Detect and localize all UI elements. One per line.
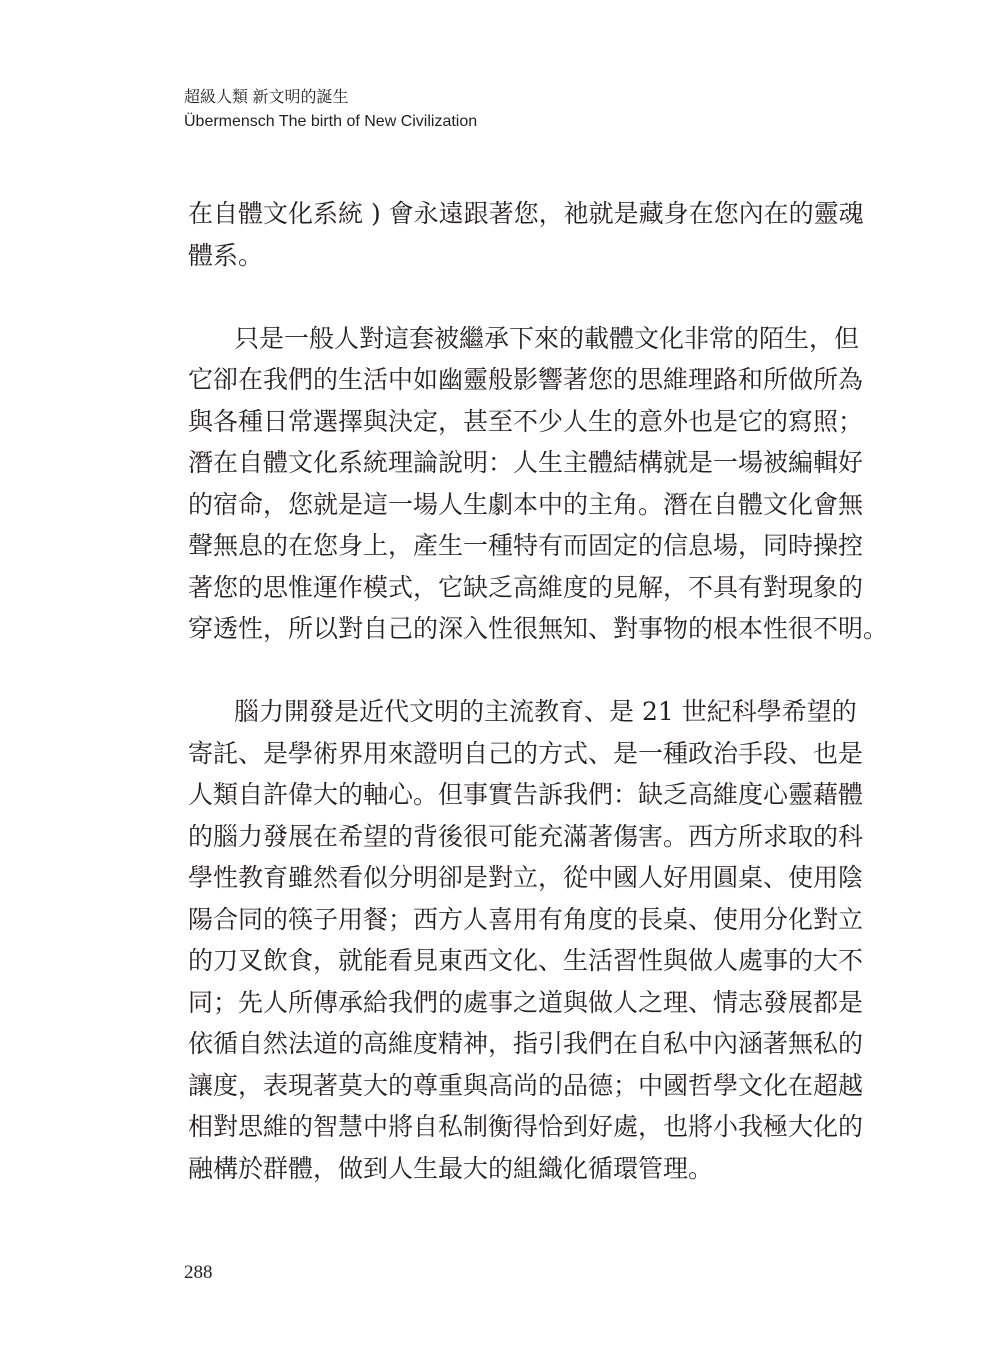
text-line: 陽合同的筷子用餐；西方人喜用有角度的長桌、使用分化對立: [188, 904, 864, 934]
paragraph-gap: [188, 650, 834, 692]
body-text: [188, 193, 889, 1189]
text-line: 潛在自體文化系統理論說明：人生主體結構就是一場被編輯好: [188, 448, 864, 477]
text-line: 依循自然法道的高維度精神，指引我們在自私中內涵著無私的: [188, 1029, 864, 1058]
text-line: 寄託、是學術界用來證明自己的方式、是一種政治手段、也是: [188, 738, 864, 768]
page-number: 288: [184, 1262, 213, 1283]
text-line: 的刀叉飲食，就能看見東西文化、生活習性與做人處事的大不: [188, 946, 864, 975]
text-line: 學性教育雖然看似分明卻是對立，從中國人好用圓桌、使用陰: [188, 863, 864, 892]
text-line: 體系。: [188, 240, 264, 270]
text-line: 相對思維的智慧中將自私制衡得恰到好處，也將小我極大化的: [188, 1112, 864, 1141]
text-line: 只是一般人對這套被繼承下來的載體文化非常的陌生，但: [234, 323, 860, 353]
header-title-english: Übermensch The birth of New Civilization: [184, 113, 478, 130]
text-line: 在自體文化系統 ) 會永遠跟著您，祂就是藏身在您內在的靈魂: [188, 199, 864, 228]
header-title-chinese: 超級人類 新文明的誕生: [184, 89, 349, 106]
text-line: 讓度，表現著莫大的尊重與高尚的品德；中國哲學文化在超越: [188, 1070, 864, 1100]
text-line: 人類自許偉大的軸心。但事實告訴我們：缺乏高維度心靈藉體: [188, 780, 864, 809]
running-header: [184, 86, 477, 134]
text-line: 腦力開發是近代文明的主流教育、是 21 世紀科學希望的: [234, 697, 857, 726]
text-line: 的宿命，您就是這一場人生劇本中的主角。潛在自體文化會無: [188, 489, 864, 519]
text-line: 的腦力發展在希望的背後很可能充滿著傷害。西方所求取的科: [188, 821, 864, 851]
text-line: 聲無息的在您身上，產生一種特有而固定的信息場，同時操控: [188, 531, 864, 560]
paragraph-gap: [188, 276, 834, 318]
text-line: 穿透性，所以對自己的深入性很無知、對事物的根本性很不明。: [188, 614, 889, 643]
text-line: 與各種日常選擇與決定，甚至不少人生的意外也是它的寫照；: [188, 406, 864, 436]
text-line: 著您的思惟運作模式，它缺乏高維度的見解，不具有對現象的: [188, 572, 864, 602]
text-line: 融構於群體，做到人生最大的組織化循環管理。: [188, 1153, 714, 1183]
text-line: 它卻在我們的生活中如幽靈般影響著您的思維理路和所做所為: [188, 365, 864, 394]
text-line: 同；先人所傳承給我們的處事之道與做人之理、情志發展都是: [188, 987, 864, 1017]
